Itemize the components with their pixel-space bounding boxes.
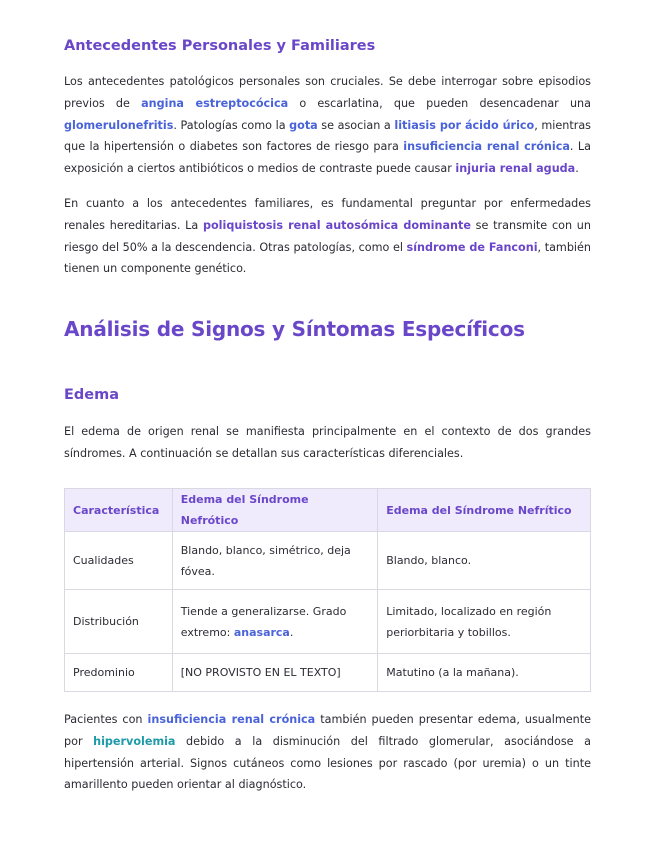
highlighted-term: insuficiencia renal crónica bbox=[403, 140, 570, 154]
paragraph-antecedentes-familiares: En cuanto a los antecedentes familiares, es fundamental preguntar por enfermedades renales hereditarias. La poliquistosis renal autosómica dominante se transmite con un riesgo del 50% a la descendencia. Otras patologías, como el síndrome de Fanconi, también tienen un componente genético. bbox=[64, 197, 592, 276]
edema-comparison-table bbox=[64, 488, 591, 692]
highlighted-term: anasarca bbox=[233, 625, 290, 639]
paragraph-antecedentes-personales: Los antecedentes patológicos personales son cruciales. Se debe interrogar sobre episodios previos de angina estreptocócica o escarlatina, que pueden desencadenar una glomerulonefritis. Patologías como la gota se asocian a litiasis por ácido úrico, mientras que la hipertensión o diabetes son factores de riesgo para insuficiencia renal crónica. La exposición a ciertos antibióticos o medios de contraste puede causar injuria renal aguda. bbox=[64, 75, 592, 176]
highlighted-term: poliquistosis renal autosómica dominante bbox=[202, 218, 471, 232]
highlighted-term: litiasis por ácido úrico bbox=[394, 118, 535, 132]
cell-nefrotico: Tiende a generalizarse. Grado extremo: anasarca. bbox=[172, 590, 377, 654]
highlighted-term: glomerulonefritis bbox=[64, 118, 174, 132]
table-row bbox=[65, 532, 591, 590]
cell-nefritico: Limitado, localizado en región periorbitaria y tobillos. bbox=[378, 590, 591, 654]
highlighted-term: gota bbox=[289, 118, 318, 132]
cell-nefrotico: [NO PROVISTO EN EL TEXTO] bbox=[172, 654, 377, 692]
cell-nefritico: Blando, blanco. bbox=[378, 532, 591, 590]
cell-nefrotico: Blando, blanco, simétrico, deja fóvea. bbox=[172, 532, 377, 590]
highlighted-term: hipervolemia bbox=[93, 734, 176, 748]
section-heading-antecedentes: Antecedentes Personales y Familiares bbox=[64, 38, 376, 54]
table-header-nefritico: Edema del Síndrome Nefrítico bbox=[378, 489, 591, 532]
highlighted-term: injuria renal aguda bbox=[455, 162, 576, 176]
row-label: Predominio bbox=[65, 654, 173, 692]
row-label: Distribución bbox=[65, 590, 173, 654]
table-row bbox=[65, 654, 591, 692]
table-header-nefrotico: Edema del Síndrome Nefrótico bbox=[172, 489, 377, 532]
table-header-row bbox=[65, 489, 591, 532]
table-row bbox=[65, 590, 591, 654]
page-heading-analisis: Análisis de Signos y Síntomas Específicos bbox=[64, 317, 525, 341]
cell-nefritico: Matutino (a la mañana). bbox=[378, 654, 591, 692]
highlighted-term: síndrome de Fanconi bbox=[406, 240, 538, 254]
section-heading-edema: Edema bbox=[64, 387, 120, 403]
paragraph-edema-intro: El edema de origen renal se manifiesta principalmente en el contexto de dos grandes síndromes. A continuación se detallan sus características diferenciales. bbox=[64, 425, 591, 460]
table-header-caracteristica: Característica bbox=[65, 489, 173, 532]
row-label: Cualidades bbox=[65, 532, 173, 590]
highlighted-term: insuficiencia renal crónica bbox=[147, 713, 316, 726]
highlighted-term: angina estreptocócica bbox=[141, 96, 289, 110]
paragraph-edema-irc: Pacientes con insuficiencia renal crónica también pueden presentar edema, usualmente por hipervolemia debido a la disminución del filtrado glomerular, asociándose a hipertensión arterial. Signos cutáneos como lesiones por rascado (por uremia) o un tinte amarillento pueden orientar al diagnóstico. bbox=[64, 713, 591, 792]
